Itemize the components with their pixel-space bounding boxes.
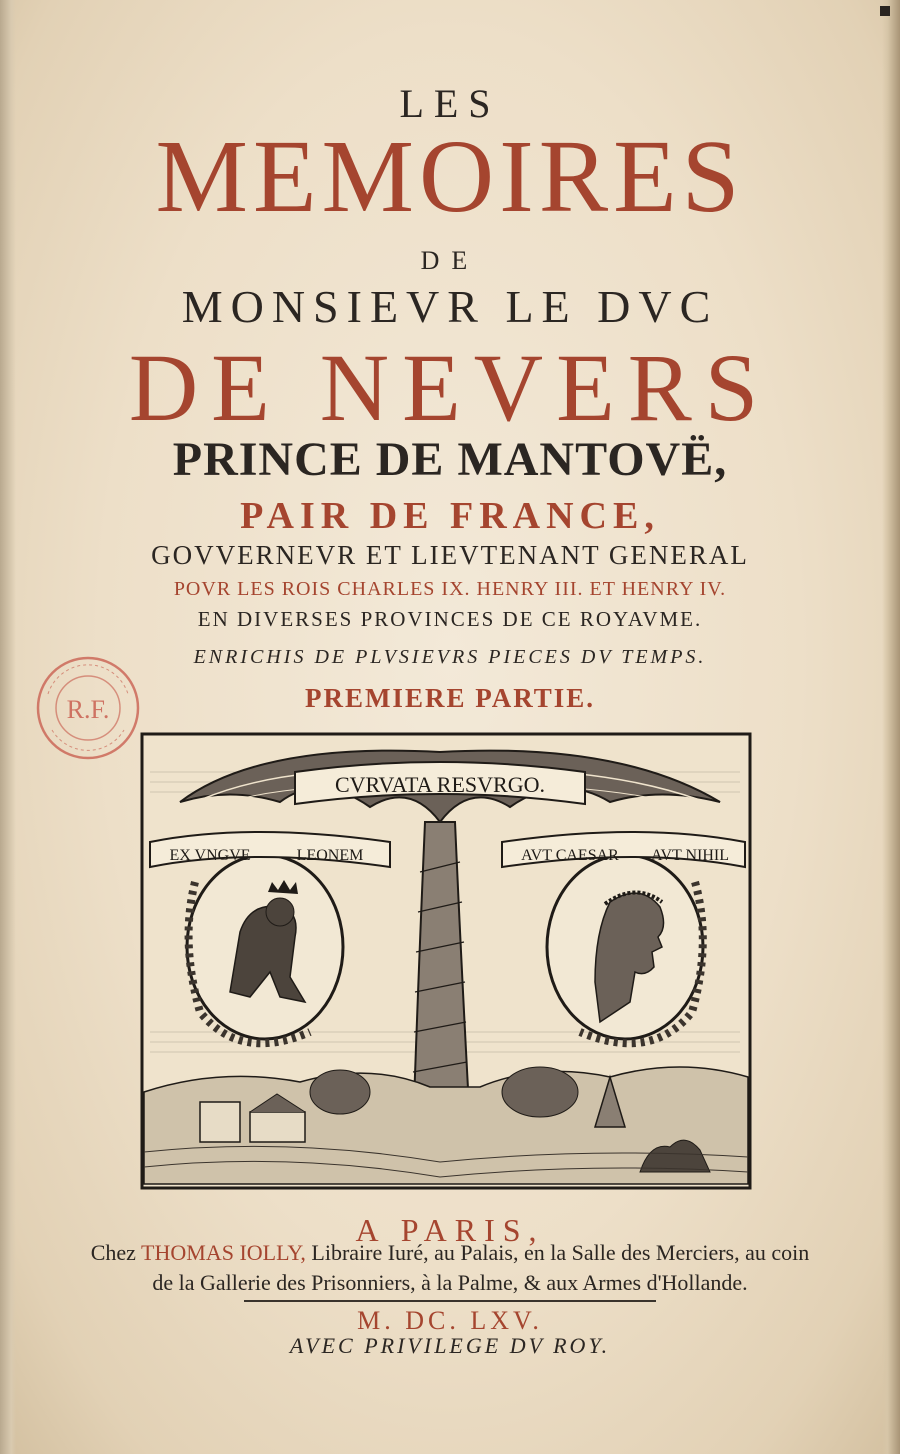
- right-motto-a: AVT CAESAR: [521, 847, 619, 864]
- library-stamp: [34, 654, 142, 762]
- left-motto-a: EX VNGVE: [169, 847, 251, 864]
- title-pair: PAIR DE FRANCE,: [240, 495, 660, 537]
- title-pour: POVR LES ROIS CHARLES IX. HENRY III. ET HENRY IV.: [173, 578, 727, 600]
- woodcut-emblem: [140, 732, 752, 1192]
- title-de: DE: [420, 246, 480, 275]
- title-partie: PREMIERE PARTIE.: [304, 683, 596, 713]
- title-provinces: EN DIVERSES PROVINCES DE CE ROYAVME.: [197, 607, 703, 631]
- title-nevers: DE NEVERS: [128, 334, 772, 441]
- title-prince: PRINCE DE MANTOVË,: [172, 433, 728, 486]
- title-gouverneur: GOVVERNEVR ET LIEVTENANT GENERAL: [151, 540, 749, 570]
- title-les: LES: [399, 81, 501, 126]
- imprint-address-2: de la Gallerie des Prisonniers, à la Palme, & aux Armes d'Hollande.: [152, 1270, 748, 1295]
- title-memoires: MEMOIRES: [155, 119, 745, 234]
- imprint-chez: Chez: [90, 1240, 136, 1265]
- left-motto-b: LEONEM: [296, 847, 364, 864]
- corner-mark: [880, 6, 890, 16]
- title-enrichis: ENRICHIS DE PLVSIEVRS PIECES DV TEMPS.: [193, 646, 707, 668]
- imprint-date: M. DC. LXV.: [357, 1306, 543, 1335]
- imprint-printer: THOMAS IOLLY,: [141, 1240, 306, 1265]
- stamp-text: R.F.: [66, 695, 110, 724]
- imprint-line-1: [0, 1240, 900, 1266]
- right-motto-b: AVT NIHIL: [650, 847, 730, 864]
- imprint-place: A PARIS,: [355, 1212, 545, 1248]
- top-motto: CVRVATA RESVRGO.: [334, 772, 546, 797]
- imprint-address-1: Libraire Iuré, au Palais, en la Salle des Merciers, au coin: [311, 1240, 810, 1265]
- imprint-rule: [244, 1300, 656, 1302]
- title-monsieur: MONSIEVR LE DVC: [181, 281, 719, 332]
- imprint-privilege: AVEC PRIVILEGE DV ROY.: [289, 1333, 611, 1358]
